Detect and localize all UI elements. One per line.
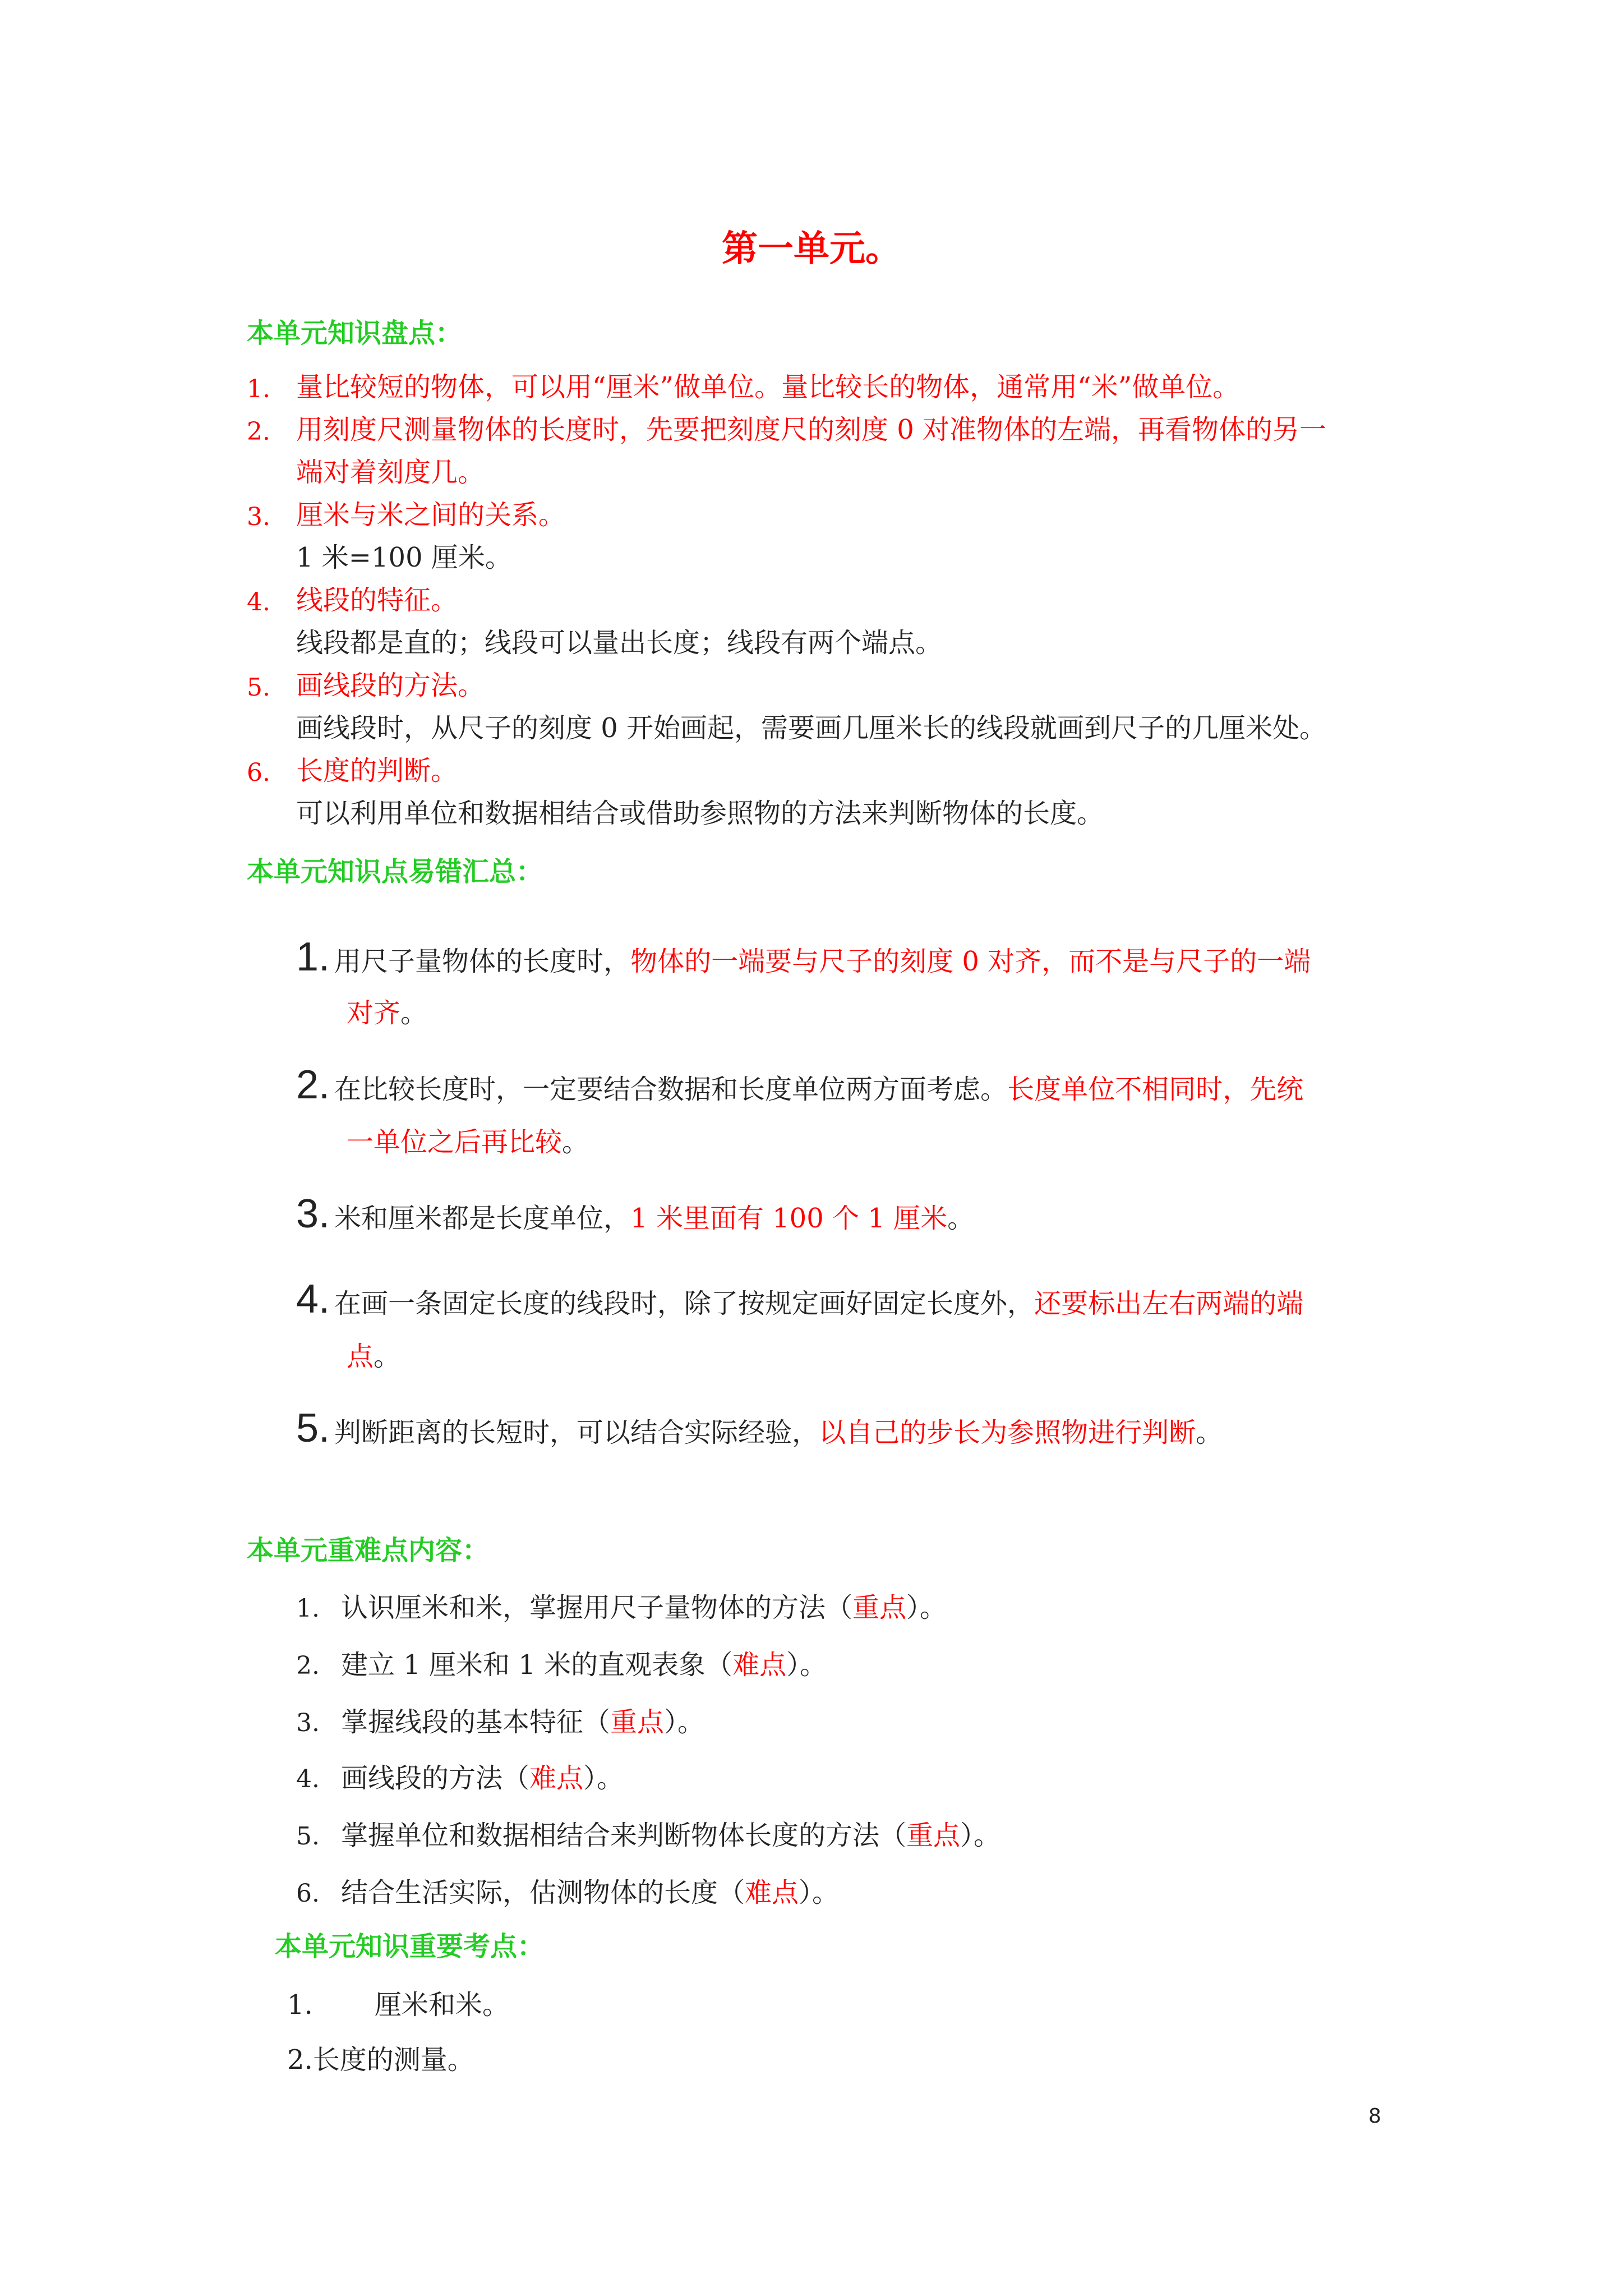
knowledge-item-5-number: 5.: [247, 673, 270, 702]
mistake-item-4-cont: 点。: [347, 1341, 401, 1372]
mistake-item-2-cont: 一单位之后再比较。: [347, 1126, 589, 1158]
knowledge-item-4-text: 线段的特征。: [296, 585, 458, 616]
mistake-item-1-number: 1.: [296, 935, 330, 979]
mistake-item-3-number: 3.: [296, 1191, 330, 1236]
key-tag: 重点: [906, 1820, 961, 1851]
mistake-item-4: 4. 在画一条固定长度的线段时，除了按规定画好固定长度外，还要标出左右两端的端: [296, 1277, 1304, 1322]
knowledge-item-2-text: 用刻度尺测量物体的长度时，先要把刻度尺的刻度 0 对准物体的左端，再看物体的另一: [296, 414, 1327, 445]
knowledge-item-3-detail: 1 米=100 厘米。: [296, 542, 512, 573]
knowledge-item-4-detail: 线段都是直的；线段可以量出长度；线段有两个端点。: [296, 627, 943, 659]
mistake-item-5: 5. 判断距离的长短时，可以结合实际经验，以自己的步长为参照物进行判断。: [296, 1406, 1223, 1451]
key-point-item-1: 1. 认识厘米和米，掌握用尺子量物体的方法（重点）。: [296, 1592, 947, 1623]
page-title: 第一单元。: [722, 228, 901, 270]
knowledge-item-3-number: 3.: [247, 503, 270, 531]
section-heading-mistakes: 本单元知识点易错汇总：: [247, 856, 543, 887]
key-point-item-6: 6. 结合生活实际，估测物体的长度（难点）。: [296, 1877, 840, 1908]
section-heading-exam-points: 本单元知识重要考点：: [275, 1931, 545, 1962]
knowledge-item-2-text-cont: 端对着刻度几。: [296, 457, 485, 488]
mistake-item-5-number: 5.: [296, 1406, 330, 1451]
knowledge-item-5-text: 画线段的方法。: [296, 670, 485, 701]
key-point-item-3: 3. 掌握线段的基本特征（重点）。: [296, 1706, 705, 1738]
knowledge-item-6-detail: 可以利用单位和数据相结合或借助参照物的方法来判断物体的长度。: [296, 798, 1104, 829]
key-point-item-5: 5. 掌握单位和数据相结合来判断物体长度的方法（重点）。: [296, 1820, 1001, 1851]
difficult-tag: 难点: [529, 1763, 584, 1794]
mistake-item-2-number: 2.: [296, 1062, 330, 1107]
key-point-item-4: 4. 画线段的方法（难点）。: [296, 1763, 624, 1794]
knowledge-item-3-text: 厘米与米之间的关系。: [296, 499, 566, 531]
section-heading-key-points: 本单元重难点内容：: [247, 1535, 490, 1566]
page-number: 8: [1368, 2105, 1381, 2128]
mistake-item-1: 1. 用尺子量物体的长度时，物体的一端要与尺子的刻度 0 对齐，而不是与尺子的一端: [296, 935, 1311, 979]
exam-point-item-1-text: 厘米和米。: [375, 1989, 510, 2021]
knowledge-item-1-text: 量比较短的物体，可以用“厘米”做单位。量比较长的物体，通常用“米”做单位。: [296, 371, 1240, 403]
knowledge-item-5-detail: 画线段时，从尺子的刻度 0 开始画起，需要画几厘米长的线段就画到尺子的几厘米处。: [296, 712, 1327, 744]
knowledge-item-4-number: 4.: [247, 588, 270, 616]
knowledge-item-6-text: 长度的判断。: [296, 755, 458, 786]
mistake-item-1-cont: 对齐。: [347, 997, 428, 1029]
section-heading-knowledge: 本单元知识盘点：: [247, 318, 463, 349]
mistake-item-3: 3. 米和厘米都是长度单位，1 米里面有 100 个 1 厘米。: [296, 1191, 975, 1236]
exam-point-item-1-number: 1.: [287, 1989, 313, 2021]
key-tag: 重点: [610, 1706, 665, 1738]
mistake-item-4-number: 4.: [296, 1277, 330, 1322]
knowledge-item-1-number: 1.: [247, 375, 270, 403]
key-tag: 重点: [852, 1592, 907, 1623]
difficult-tag: 难点: [732, 1649, 787, 1681]
key-point-item-2: 2. 建立 1 厘米和 1 米的直观表象（难点）。: [296, 1649, 827, 1681]
exam-point-item-2: 2.长度的测量。: [287, 2044, 474, 2076]
difficult-tag: 难点: [745, 1877, 799, 1908]
knowledge-item-6-number: 6.: [247, 758, 270, 787]
knowledge-item-2-number: 2.: [247, 417, 270, 446]
mistake-item-2: 2. 在比较长度时，一定要结合数据和长度单位两方面考虑。长度单位不相同时，先统: [296, 1062, 1304, 1107]
